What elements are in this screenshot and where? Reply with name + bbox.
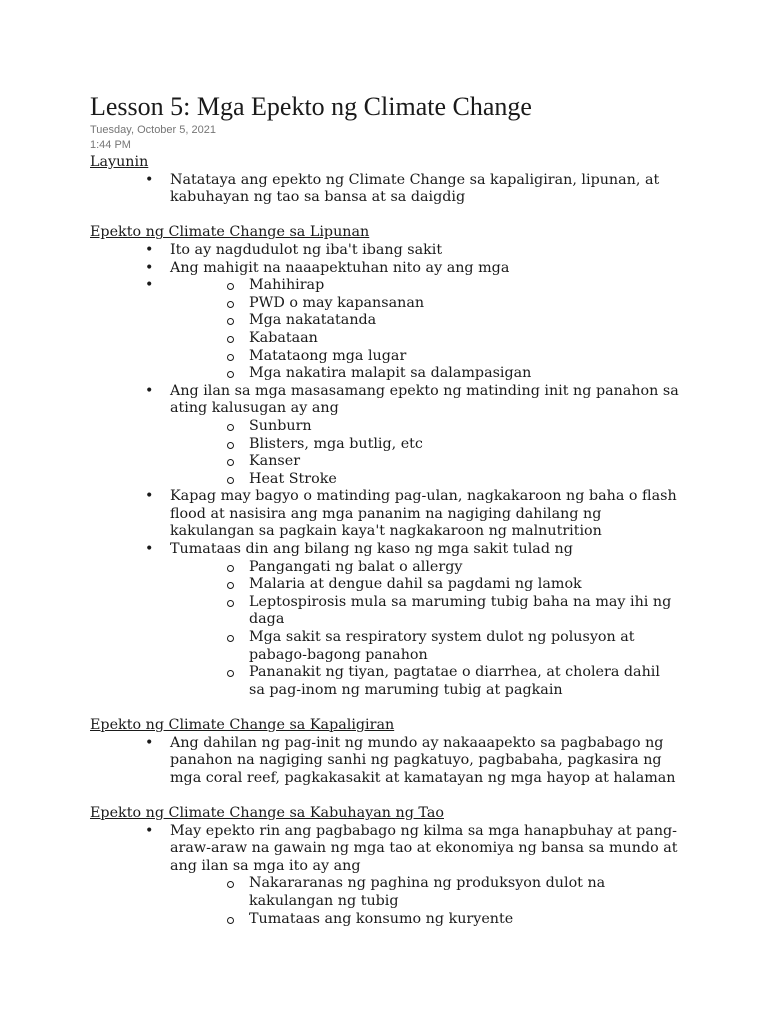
bullet-list (90, 735, 690, 788)
sub-list-item: Mga nakatatanda (170, 312, 690, 330)
list-item-text: Ito ay nagdudulot ng iba't ibang sakit (170, 241, 443, 258)
sub-list-item: PWD o may kapansanan (170, 295, 690, 313)
list-item: • May epekto rin ang pagbabago ng kilma sa mga hanapbuhay at pang-araw-araw na gawain ng mga tao at ekonomiya ng bansa sa mundo at ang ilan sa mga ito ay ang (90, 823, 690, 876)
sub-list-holder (90, 277, 690, 383)
list-item (90, 383, 690, 418)
sub-list-item: Pangangati ng balat o allergy (170, 559, 690, 577)
sub-list-item: • Mahihirap (170, 277, 690, 295)
sub-list (170, 559, 690, 700)
note-date: Tuesday, October 5, 2021 (90, 124, 216, 136)
spacer (90, 699, 690, 717)
section-heading: Layunin (90, 154, 149, 170)
sub-list-item: Sunburn (170, 418, 690, 436)
note-time: 1:44 PM (90, 139, 131, 151)
sub-list-item: Kabataan (170, 330, 690, 348)
section-heading: Epekto ng Climate Change sa Lipunan (90, 224, 370, 241)
section-lipunan (90, 224, 690, 699)
list-item (90, 242, 690, 260)
section-kapaligiran (90, 717, 690, 787)
sub-list-item: Mga nakatira malapit sa dalampasigan (170, 365, 690, 383)
page-title: Lesson 5: Mga Epekto ng Climate Change (90, 92, 532, 121)
spacer (90, 207, 690, 225)
list-item-text: Ang ilan sa mga masasamang epekto ng matinding init ng panahon sa ating kalusugan ay ang (170, 382, 679, 417)
list-item: • Ang dahilan ng pag-init ng mundo ay nakaaapekto sa pagbabago ng panahon na nagiging sanhi ng pagkatuyo, pagbabaha, pagkasira ng mga coral reef, pagkakasakit at kamatayan ng mga hayop at halaman (90, 735, 690, 788)
sub-list-item: Matataong mga lugar (170, 348, 690, 366)
sub-list (170, 875, 690, 928)
list-item: • Natataya ang epekto ng Climate Change sa kapaligiran, lipunan, at kabuhayan ng tao sa bansa at sa daigdig (90, 172, 690, 207)
sub-list-item: Heat Stroke (170, 471, 690, 489)
sub-list-item: Malaria at dengue dahil sa pagdami ng lamok (170, 576, 690, 594)
bullet-list (90, 277, 690, 383)
list-item: • Tumataas din ang bilang ng kaso ng mga sakit tulad ng (90, 541, 690, 559)
sub-list-item: Kanser (170, 453, 690, 471)
section-heading: Epekto ng Climate Change sa Kabuhayan ng Tao (90, 804, 444, 821)
sub-list-item: Leptospirosis mula sa maruming tubig baha na may ihi ng daga (170, 594, 690, 629)
note-body (90, 154, 690, 928)
list-item-text: Ang mahigit na naaapektuhan nito ay ang mga (170, 259, 510, 276)
sub-list-item: Pananakit ng tiyan, pagtatae o diarrhea, at cholera dahil sa pag-inom ng maruming tubig at pagkain (170, 664, 690, 699)
bullet-list (90, 242, 690, 277)
spacer (90, 787, 690, 805)
sub-list (170, 277, 690, 383)
list-item (90, 260, 690, 278)
sub-list-item: Mga sakit sa respiratory system dulot ng polusyon at pabago-bagong panahon (170, 629, 690, 664)
section-kabuhayan (90, 805, 690, 928)
bullet-list (90, 383, 690, 418)
bullet-list (90, 488, 690, 558)
sub-list-item: Blisters, mga butlig, etc (170, 436, 690, 454)
bullet-list (90, 172, 690, 207)
sub-list-item: Tumataas ang konsumo ng kuryente (170, 911, 690, 929)
section-heading: Epekto ng Climate Change sa Kapaligiran (90, 717, 395, 733)
section-layunin (90, 154, 690, 207)
bullet-list (90, 823, 690, 876)
list-item: • Kapag may bagyo o matinding pag-ulan, nagkakaroon ng baha o flash flood at nasisira ang mga pananim na nagiging dahilang ng kakulangan sa pagkain kaya't nagkakaroon ng malnutrition (90, 488, 690, 541)
sub-list (170, 418, 690, 488)
sub-list-item: Nakararanas ng paghina ng produksyon dulot na kakulangan ng tubig (170, 875, 690, 910)
